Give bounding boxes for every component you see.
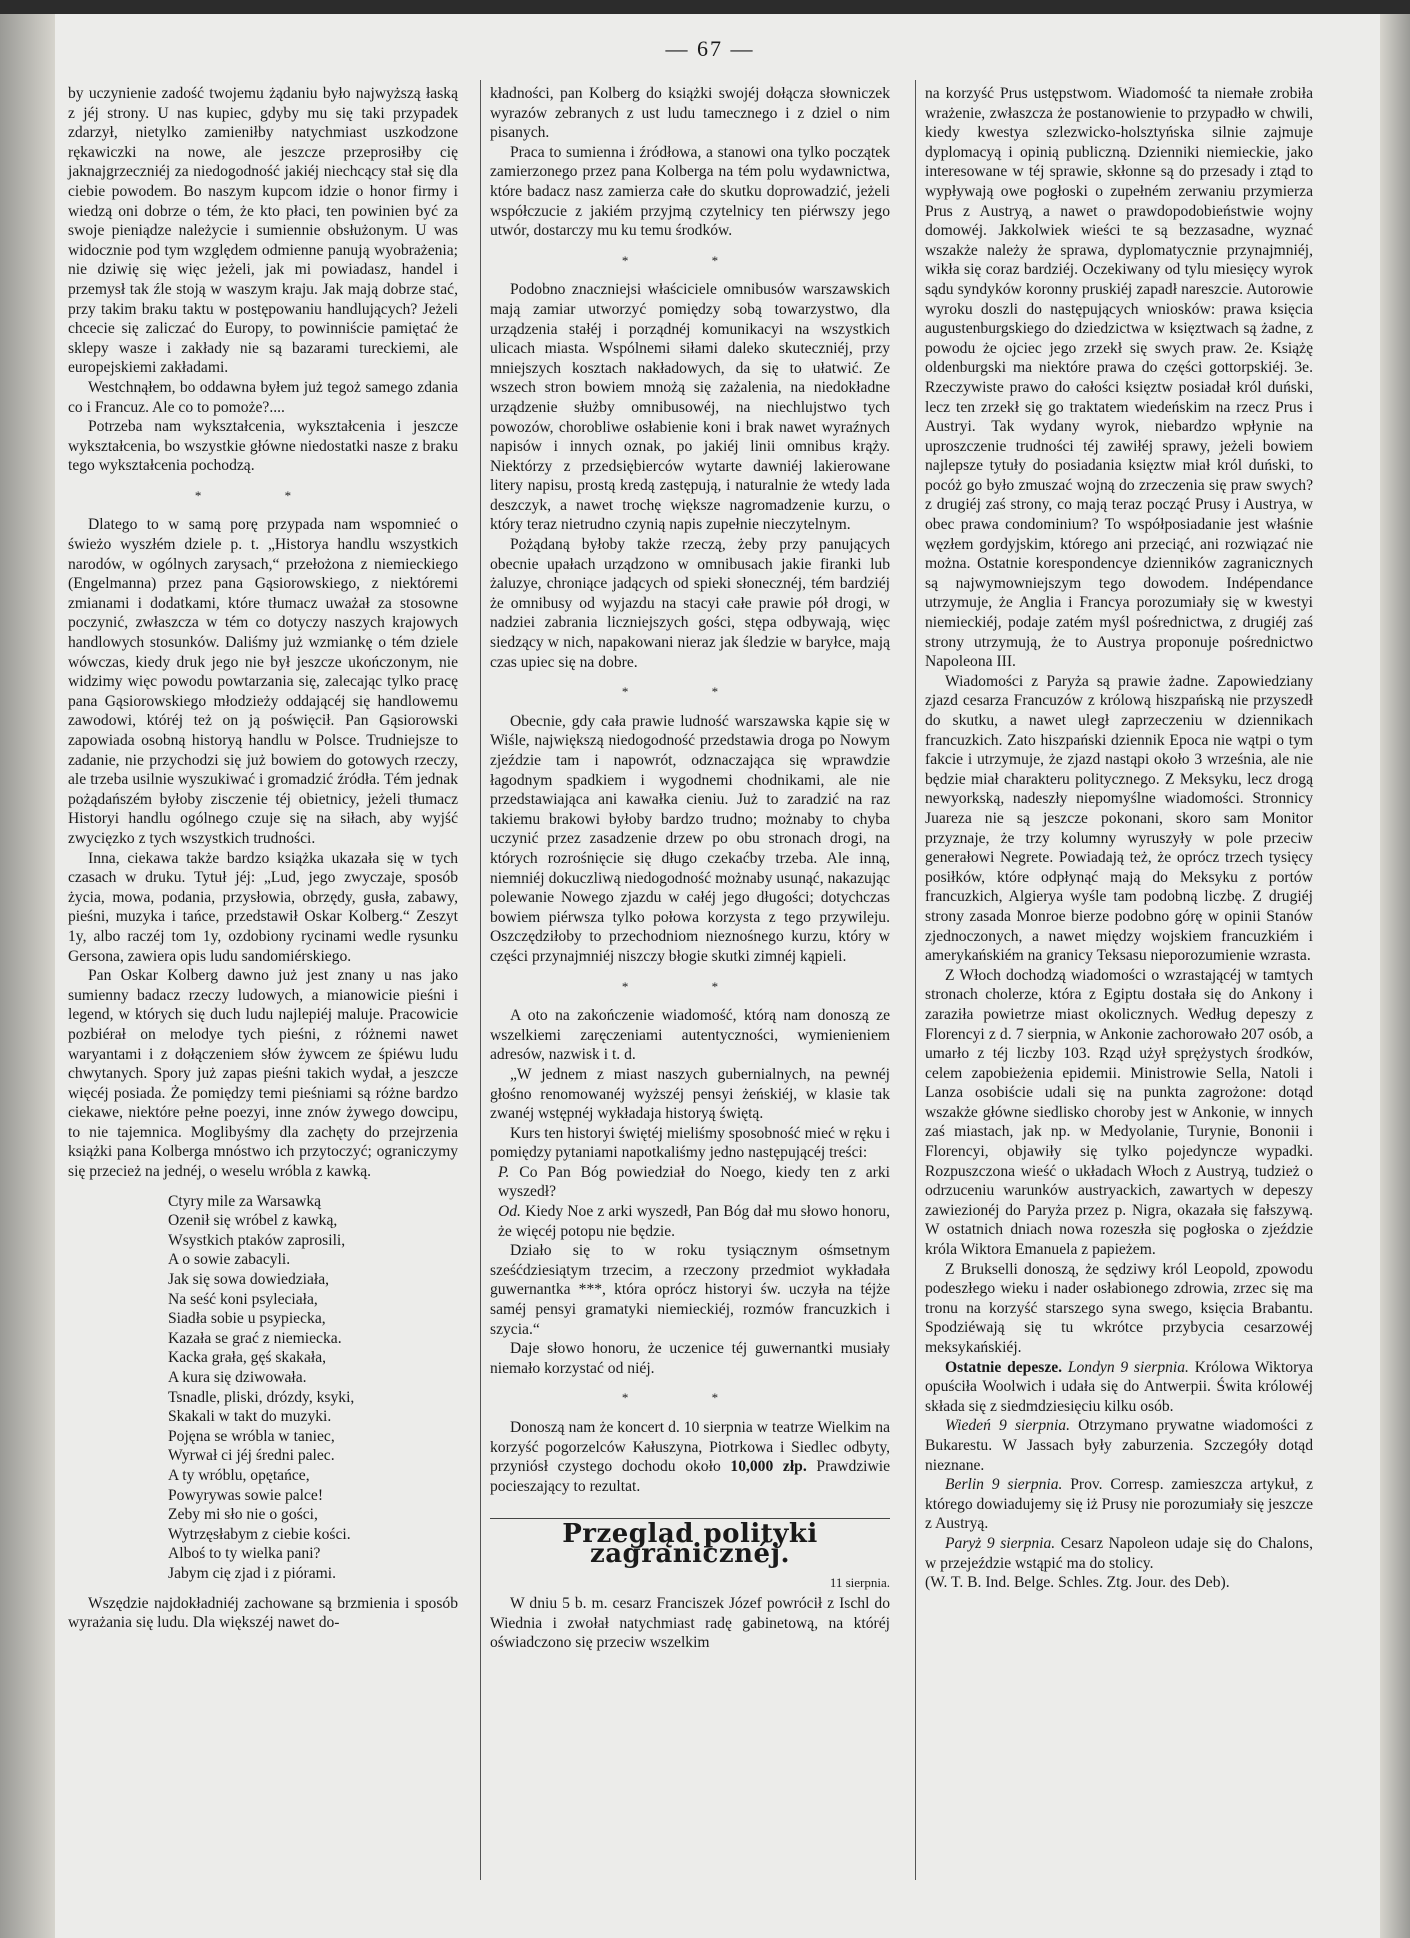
- folk-poem: [168, 1192, 458, 1584]
- paragraph: Podobno znaczniejsi właściciele omnibusów warszawskich mają zamiar utworzyć pomiędzy sobą towarzystwo, dla urządzenia stałéj i porządnéj komunikacyi na wszystkich ulicach miasta. Wspólnemi siłami daleko skuteczniéj, przy mniejszych kosztach nakładowych, da się to ułatwić. Ze wszech stron bowiem mnożą się zażalenia, na niedokładne urządzenie służby omnibusowéj, na niechlujstwo tych powozów, chorobliwe osłabienie koni i brak nawet wyraźnych napisów i innych oznak, po jakiéj linii omnibus krąży. Niektórzy z przedsiębierców wytarte dawniéj lakierowane litery napisu, prostą kredą zastępują, i naturalnie że wtedy lada deszczyk, a nawet trochę większe nagromadzenie kurzu, o który teraz nietrudno czynią napis zupełnie nieczytelnym.: [490, 281, 890, 534]
- scan-edge-left: [0, 0, 55, 1938]
- section-separator-stars: * *: [621, 978, 759, 994]
- paragraph: „W jednem z miast naszych gubernialnych, na pewnéj głośno renomowanéj wyższéj pensyi żeńskiéj, w klasie tak zwanéj wstępnéj wykładaja historyą świętą.: [490, 1065, 890, 1123]
- dispatch-title: Ostatnie depesze.: [945, 1358, 1063, 1376]
- dispatch: [925, 1358, 1313, 1417]
- poem-line: Ozenił się wróbel z kawką,: [168, 1212, 338, 1230]
- dispatch-sources: (W. T. B. Ind. Belge. Schles. Ztg. Jour. des Deb).: [925, 1574, 1230, 1592]
- dispatch-dateline: Berlin 9 sierpnia.: [945, 1476, 1063, 1494]
- paragraph: Potrzeba nam wykształcenia, wykształcenia i jeszcze wykształcenia, bo wszystkie główne niedostatki nasze z braku tego wykształcenia pochodzą.: [68, 418, 458, 475]
- paragraph: Obecnie, gdy cała prawie ludność warszawska kąpie się w Wiśle, największą niedogodność przedstawia droga po Nowym zjeździe tam i napowrót, odznaczająca się wprawdzie łagodnym spadkiem i wygodnemi chodnikami, ale nie przedstawiająca ani kawałka cieniu. Już to zaradzić na raz takiemu brakowi byłoby bardzo trudno; możnaby to chyba uczynić przez zasadzenie drzew po obu stronach drogi, na których rozrośnięcie się długo czekaćby trzeba. Ale inną, niemniéj dokuczliwą niedogodność możnaby usunąć, nakazując polewanie Nowego zjazdu w całéj jego długości; dotychczas bowiem piérwsza tylko połowa korzysta z tego przywileju. Oszczędziłoby to przechodniom nieznośnego kurzu, który w części przynajmniéj niszczy błogie skutki zimnéj kąpieli.: [490, 712, 890, 965]
- question-label: P.: [498, 1163, 510, 1181]
- concert-text: Donoszą nam że koncert d. 10 sierpnia w teatrze Wielkim na korzyść pogorzelców Kałuszyna, Piotrkowa i Siedlec odbyty, przyniósł czystego dochodu około: [490, 1419, 890, 1476]
- poem-line: Pojęna se wróbla w taniec,: [168, 1427, 335, 1445]
- scan-edge-right: [1380, 0, 1410, 1938]
- question-text: Co Pan Bóg powiedział do Noego, kiedy ten z arki wyszedł?: [498, 1163, 890, 1201]
- paragraph: A oto na zakończenie wiadomość, którą nam donoszą ze wszelkiemi zaręczeniami autentyczności, wymienieniem adresów, nazwisk i t. d.: [490, 1007, 890, 1064]
- paragraph: Działo się to w roku tysiącznym ośmsetnym sześćdziesiątym trzecim, a rzeczony przedmiot wykładała guwernantka ***, która oprócz historyi św. uczyła na téjże saméj pensyi gramatyki niemieckiéj, rozmów francuzkich i szycia.“: [490, 1242, 890, 1338]
- paragraph: Dlatego to w samą porę przypada nam wspomnieć o świeżo wyszłém dziele p. t. „Historya handlu wszystkich narodów, w ogólnych zarysach,“ przełożona z niemieckiego (Engelmanna) przez pana Gąsiorowskiego, z niektóremi zmianami i dodatkami, które tłumacz uważał za stosowne poczynić, zwłaszcza w tém co dotyczy naszych krajowych handlowych stosunków. Daliśmy już wzmiankę o tém dziele wówczas, kiedy druk jego nie był jeszcze ukończonym, nie widzimy więc powodu powtarzania się, zalecając tylko pracę pana Gąsiorowskiego młodzieży oddającéj się handlowemu zawodowi, któréj też on ją poświęcił. Pan Gąsiorowski zapowiada osobną historyą handlu w Polsce. Trudniejsze to zadanie, nie przychodzi się już bowiem do gotowych rzeczy, ale trzeba usilnie wyszukiwać i gromadzić źródła. Tém jednak pożądańszém byłoby zisczenie téj obietnicy, jeżeli tłumacz Historyi handlu ogólnego czuje się na siłach, aby wyjść zwycięzko z tych wszystkich trudności.: [68, 516, 458, 847]
- paragraph: Westchnąłem, bo oddawna byłem już tegoż samego zdania co i Francuz. Ale co to pomoże?....: [68, 378, 458, 416]
- section-separator-stars: * *: [621, 684, 759, 700]
- dispatch-dateline: Wiedeń 9 sierpnia.: [945, 1417, 1070, 1435]
- paragraph: Pan Oskar Kolberg dawno już jest znany u nas jako sumienny badacz rzeczy ludowych, a mianowicie pieśni i legend, w których się duch ludu najlepiéj maluje. Pracowicie pozbiérał on melodye tych pieśni, z różnemi nawet waryantami i z dołączeniem słów żywcem ze śpiéwu ludu chwytanych. Spory już zapas pieśni takich wydał, a jeszcze więcéj posiada. Że pomiędzy temi pieśniami są różne bardzo ciekawe, niektóre pełne poezyi, inne znów żywego dowcipu, to nie tajemnica. Moglibyśmy dla zachęty do przejrzenia książki pana Kolberga mnóstwo ich przytoczyć; ograniczymy się przecież na jednéj, o weselu wróbla z kawką.: [68, 967, 458, 1181]
- column-3: [925, 84, 1313, 1593]
- dialog-answer: [498, 1202, 890, 1241]
- dispatch-text: Otrzymano prywatne wiadomości z Bukarestu. W Jassach były zaburzenia. Szczegóły dotąd nieznane.: [925, 1417, 1313, 1474]
- scan-edge-top: [0, 0, 1410, 14]
- poem-line: Kazała se grać z niemiecka.: [168, 1329, 342, 1347]
- poem-line: Jak się sowa dowiedziała,: [168, 1271, 330, 1289]
- dispatch-text: Prov. Corresp. zamieszcza artykuł, z którego dowiadujemy się iż Prusy nie porozumiały się jeszcze z Austryą.: [925, 1476, 1314, 1533]
- section-separator-stars: * *: [194, 487, 332, 503]
- page-number: — 67 —: [665, 36, 755, 61]
- paragraph: Praca to sumienna i źródłowa, a stanowi ona tylko początek zamierzonego przez pana Kolberga na tém polu wydawnictwa, które badacz nasz zamierza całe do skutku doprowadzić, jeżeli współczucie z jakiém przyjmą czytelnicy ten piérwszy jego utwór, dostarczy mu ku temu środków.: [490, 143, 890, 240]
- dialog-question: [498, 1163, 890, 1202]
- poem-line: Wsystkich ptaków zaprosili,: [168, 1231, 346, 1249]
- paragraph: Z Włoch dochodzą wiadomości o wzrastającéj w tamtych stronach cholerze, która z Egiptu dostała się do Ankony i zaraziła powietrze miast okolicznych. Według depeszy z Florencyi z d. 7 sierpnia, w Ankonie zachorowało 207 osób, a umarło z téj liczby 103. Rząd użył sprężystych środków, celem zapobieżenia epidemii. Ministrowie Sella, Natoli i Lanza osobiście udali się na punkta zagrożone: dotąd wszakże główne siedlisko choroby jest w Ankonie, w innych zaś miastach, jak np. w Medyolanie, Turynie, Bononii i Florencyi, objawiły się tylko pojedyncze wypadki. Rozpuszczona wieść o układach Włoch z Austryą, tudzież o odrzuceniu warunków austryackich, zawartych w depeszy zawiezionéj do Paryża przez p. Nigra, okazała się fałszywą. W ostatnich dniach nowa rozeszła się pogłoska o zjeździe króla Wiktora Emanuela z papieżem.: [925, 966, 1313, 1259]
- paragraph: Wszędzie najdokładniéj zachowane są brzmienia i sposób wyrażania się ludu. Dla większéj nawet do-: [68, 1594, 458, 1632]
- paragraph: Daje słowo honoru, że uczenice téj guwernantki musiały niemało korzystać od niéj.: [490, 1340, 890, 1377]
- poem-line: Wytrzęsłabym z ciebie kości.: [168, 1525, 351, 1543]
- paragraph: Pożądaną byłoby także rzeczą, żeby przy panujących obecnie upałach urządzono w omnibusach jakie firanki lub żaluzye, chroniące jadących od spieki słonecznéj, tém bardziéj że omnibusy od wyjazdu na stacyi całe prawie pół drogi, w nadziei zabrania liczniejszych gości, stępa odbywają, więc siedzący w nich, napakowani nieraz jak śledzie w baryłce, mają czas upiec się na dobre.: [490, 536, 890, 671]
- paragraph: Wiadomości z Paryża są prawie żadne. Zapowiedziany zjazd cesarza Francuzów z królową hiszpańską nie przyszedł do skutku, a nawet uległ zaprzeczeniu w dziennikach francuzkich. Zato hiszpański dziennik Epoca nie wątpi o tym fakcie i utrzymuje, że zjazd nastąpi około 3 września, ale nie będzie miał charakteru politycznego. Z Meksyku, lecz drogą newyorkską, nadeszły niepomyślne wiadomości. Stronnicy Juareza nie są jeszcze pokonani, skoro sam Monitor przyznaje, że trzy kolumny wyruszyły w pole przeciw generałowi Negrete. Powiadają też, że oprócz trzech tysięcy posiłków, które odpłynąć mają do Meksyku z portów francuzkich, Algierya wyśle tam podobną liczbę. Z drugiéj strony zasada Monroe bierze podobno górę w opinii Stanów zjednoczonych, a nawet między wojskiem francuzkiém i amerykańskiém na granicy Teksasu nieporozumienie wzrasta.: [925, 672, 1313, 965]
- column-2: [490, 84, 890, 1653]
- dialog-block: [498, 1163, 890, 1241]
- dispatch-text: Cesarz Napoleon udaje się do Chalons, w przejeździe wstąpić ma do stolicy.: [925, 1534, 1313, 1572]
- poem-line: Wyrwał ci jéj średni palec.: [168, 1447, 335, 1465]
- dispatch-dateline: Paryż 9 sierpnia.: [945, 1534, 1056, 1552]
- dispatch-dateline: Londyn 9 sierpnia.: [1067, 1358, 1189, 1376]
- poem-line: Tsnadle, pliski, drózdy, ksyki,: [168, 1388, 355, 1406]
- poem-line: Alboś to ty wielka pani?: [168, 1545, 321, 1563]
- answer-label: Od.: [498, 1203, 521, 1221]
- paragraph: by uczynienie zadość twojemu żądaniu było najwyższą łaską z jéj strony. U nas kupiec, gdyby mu się taki przypadek zdarzył, nietylko zamieniłby natychmiast uszkodzone rękawiczki na nowe, ale jeszcze przeprosiłby cię jaknajgrzeczniéj za niedogodność jakiéj niechcący stał się dla ciebie powodem. Bo naszym kupcom idzie o honor firmy i wiedzą oni dobrze o tém, że kto płaci, ten powinien być za swoje pieniądze należycie i sumiennie obsłużonym. U was widocznie pod tym względem odmienne panują wyobrażenia; nie dziwię się więc jeżeli, jak mi powiadasz, handel i przemysł tak źle stoją w waszym kraju. Jak mają dobrze stać, przy takim braku taktu w postępowaniu handlujących? Jeżeli chcecie się zaliczać do Europy, to powinniście pamiętać że sklepy wasze i zakłady nie są bazarami tureckiemi, ale europejskiemi zakładami.: [68, 85, 458, 377]
- column-1: [68, 84, 458, 1633]
- dispatch-text: Królowa Wiktorya opuściła Woolwich i udała się do Antwerpii. Świta królowéj składa się z siedmdziesięciu kilku osób.: [925, 1358, 1313, 1415]
- column-divider-left: [480, 80, 481, 1880]
- poem-line: Zeby mi sło nie o gości,: [168, 1506, 318, 1524]
- concert-text-end: Prawdziwie pocieszający to rezultat.: [490, 1458, 891, 1495]
- paragraph: Inna, ciekawa także bardzo książka ukazała się w tych czasach w druku. Tytuł jéj: „Lud, jego zwyczaje, sposób życia, mowa, podania, przysłowia, obrzędy, gusła, zabawy, pieśni, muzyka i tańce, przedstawił Oskar Kolberg.“ Zeszyt 1y, albo raczéj tom 1y, ozdobiony rycinami wedle rysunku Gersona, zawiera opis ludu sandomiérskiego.: [68, 849, 458, 965]
- paragraph: kładności, pan Kolberg do książki swojéj dołącza słowniczek wyrazów zebranych z ust ludu tamecznego i z dziel o nim pisanych.: [490, 85, 890, 142]
- poem-line: Jabym cię zjad i z piórami.: [168, 1564, 337, 1582]
- section-heading: Przegląd polityki zagranicznéj.: [490, 1518, 890, 1564]
- paragraph: W dniu 5 b. m. cesarz Franciszek Józef powrócił z Ischl do Wiednia i zwołał natychmiast radę gabinetową, na któréj oświadczono się przeciw wszelkim: [490, 1595, 890, 1652]
- paragraph-concert: [490, 1418, 890, 1496]
- poem-line: Ctyry mile za Warsawką: [168, 1192, 322, 1210]
- section-separator-stars: * *: [621, 1390, 759, 1406]
- poem-line: A ty wróblu, opętańce,: [168, 1466, 310, 1484]
- paragraph: Kurs ten historyi świętéj mieliśmy sposobność mieć w ręku i pomiędzy pytaniami napotkaliśmy jedno następującéj treści:: [490, 1124, 890, 1162]
- column-divider-right: [915, 80, 916, 1880]
- poem-line: A kura się dziwowała.: [168, 1369, 307, 1386]
- dispatch: [925, 1475, 1313, 1534]
- dateline: 11 sierpnia.: [829, 1574, 890, 1590]
- paragraph: Z Brukselli donoszą, że sędziwy król Leopold, zpowodu podeszłego wieku i nader osłabionego zdrowia, zrzec się ma tronu na korzyść starszego syna swego, księcia Brabantu. Spodziéwają się tu wkrótce przybycia cesarzowéj meksykańskiéj.: [925, 1260, 1313, 1356]
- paragraph: na korzyść Prus ustępstwom. Wiadomość ta niemałe zrobiła wrażenie, zwłaszcza że postanowienie to przypadło w chwili, kiedy kwestya szlezwicko-holsztyńska silnie zajmuje dyplomacyą i opinią publiczną. Dzienniki niemieckie, jako interesowane w téj sprawie, skłonne są do przesady i ztąd to wypływają owe pogłoski o zupełném zerwaniu przymierza Prus z Austryą, a nawet o prawdopodobieństwie wojny domowéj. Jakkolwiek wieści te są bezzasadne, wyznać wszakże należy że sprawa, dyplomatycznie przynajmniéj, wikła się coraz bardziéj. Oczekiwany od tylu miesięcy wyrok sądu syndyków koronny pruskiéj zapadł nareszcie. Autorowie wyroku doszli do następujących wniosków: prawa księcia augustenburgskiego do dziedzictwa w księztwach są żadne, z powodu że ojciec jego zrzekł się swych praw. 2e. Książę oldenburgski ma niektóre prawa do części gottorpskiéj. 3e. Rzeczywiste prawo do całości księztw posiadał król duński, lecz ten zrzekł się go traktatem wiedeńskim na rzecz Prus i Austryi. Tak wydany wyrok, niebardzo wpłynie na uproszczenie trudności téj zawiłéj sprawy, jeżeli bowiem najlepsze tytuły do posiadania księztw miał król duński, to pocóż go było zmuszać wojną do zrzeczenia się praw swych? z drugiéj zaś strony, co mają teraz począć Prusy i Austrya, w obec prawa condominium? To współposiadanie jest właśnie węzłem gordyjskim, którego ani przeciąć, ani rozwiązać nie można. Ostatnie korespondencye dzienników zagranicznych są najwymowniejszym tego dowodem. Indépendance utrzymuje, że Anglia i Francya porozumiały się w kwestyi niemieckiéj, podaje zatém myśl pośrednictwa, z drugiéj zaś strony utrzymują, że to Austrya proponuje pośrednictwo Napoleona III.: [925, 85, 1313, 671]
- concert-amount: 10,000 złp.: [730, 1458, 807, 1476]
- poem-line: Siadła sobie u psypiecka,: [168, 1310, 326, 1328]
- dispatch: [925, 1534, 1313, 1573]
- poem-line: Powyrywas sowie palce!: [168, 1486, 324, 1504]
- poem-line: Na seść koni psyleciała,: [168, 1290, 318, 1308]
- poem-line: Kacka grała, gęś skakała,: [168, 1349, 327, 1367]
- section-separator-stars: * *: [621, 252, 759, 268]
- poem-line: A o sowie zabacyli.: [168, 1251, 291, 1269]
- answer-text: Kiedy Noe z arki wyszedł, Pan Bóg dał mu słowo honoru, że więcéj potopu nie będzie.: [498, 1203, 890, 1240]
- dispatch: [925, 1416, 1313, 1475]
- poem-line: Skakali w takt do muzyki.: [168, 1408, 332, 1426]
